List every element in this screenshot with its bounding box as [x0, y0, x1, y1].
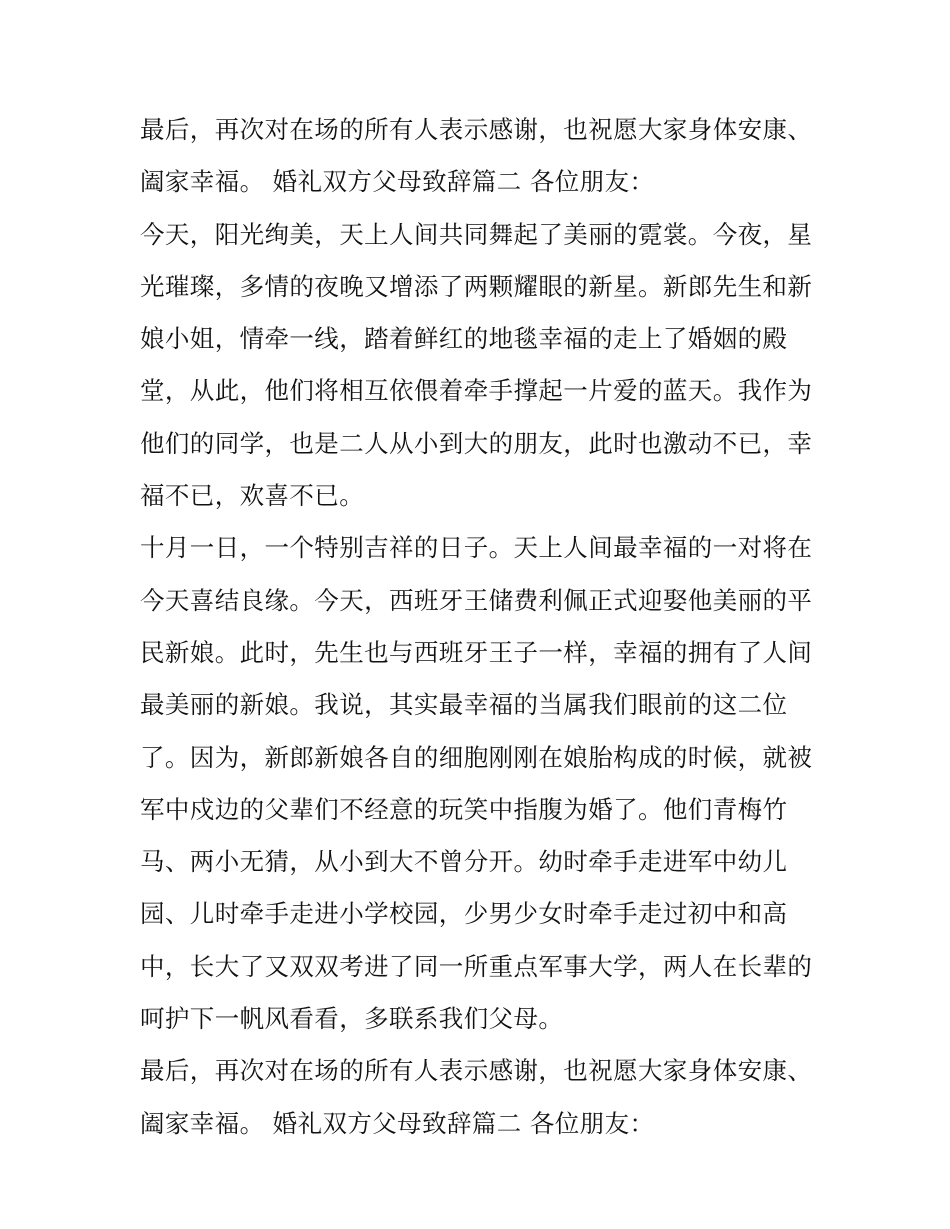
paragraph-closing-thanks-repeat — [140, 1045, 820, 1150]
text-line: 最后，再次对在场的所有人表示感谢，也祝愿大家身体安康、 — [140, 115, 813, 144]
text-line: 最美丽的新娘。我说，其实最幸福的当属我们眼前的这二位 — [140, 690, 788, 720]
text-line: 民新娘。此时，先生也与西班牙王子一样，幸福的拥有了人间 — [140, 637, 813, 667]
text-line: 呵护下一帆风看看，多联系我们父母。 — [140, 1004, 564, 1034]
text-line: 今天喜结良缘。今天，西班牙王储费利佩正式迎娶他美丽的平 — [140, 585, 813, 615]
text-line: 最后，再次对在场的所有人表示感谢，也祝愿大家身体安康、 — [140, 1056, 813, 1086]
text-line: 阖家幸福。 婚礼双方父母致辞篇二 各位朋友： — [140, 1108, 655, 1138]
text-line: 光璀璨，多情的夜晚又增添了两颗耀眼的新星。新郎先生和新 — [140, 271, 813, 301]
document-body — [140, 104, 820, 1150]
paragraph-today-sunshine — [140, 209, 820, 523]
text-line: 了。因为，新郎新娘各自的细胞刚刚在娘胎构成的时候，就被 — [140, 742, 813, 772]
text-line: 今天，阳光绚美，天上人间共同舞起了美丽的霓裳。今夜，星 — [140, 219, 813, 249]
text-line: 他们的同学，也是二人从小到大的朋友，此时也激动不已，幸 — [140, 428, 813, 458]
paragraph-october-first — [140, 522, 820, 1045]
text-line: 阖家幸福。 婚礼双方父母致辞篇二 各位朋友： — [140, 167, 655, 197]
paragraph-closing-thanks — [140, 104, 820, 209]
text-line: 堂，从此，他们将相互依偎着牵手撑起一片爱的蓝天。我作为 — [140, 376, 813, 406]
text-line: 军中戍边的父辈们不经意的玩笑中指腹为婚了。他们青梅竹 — [140, 794, 788, 824]
text-line: 园、儿时牵手走进小学校园，少男少女时牵手走过初中和高 — [140, 899, 788, 929]
text-line: 马、两小无猜，从小到大不曾分开。幼时牵手走进军中幼儿 — [140, 847, 788, 877]
text-line: 福不已，欢喜不已。 — [140, 481, 365, 511]
text-line: 十月一日，一个特别吉祥的日子。天上人间最幸福的一对将在 — [140, 533, 813, 563]
text-line: 中，长大了又双双考进了同一所重点军事大学，两人在长辈的 — [140, 951, 813, 981]
text-line: 娘小姐，情牵一线，踏着鲜红的地毯幸福的走上了婚姻的殿 — [140, 324, 788, 354]
